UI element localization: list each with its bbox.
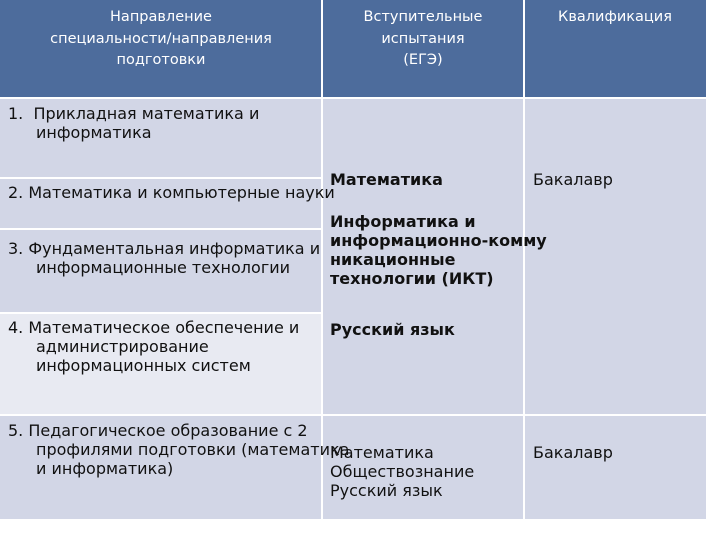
header-direction-cell [0, 0, 322, 98]
row-5-line: профилями подготовки (математика [36, 440, 350, 459]
qualification-group2-cell [524, 415, 706, 519]
qualification-group2-text: Бакалавр [533, 443, 613, 462]
row-2-text [8, 183, 335, 202]
qualification-group1-cell [524, 98, 706, 415]
row-3-line: 3. Фундаментальная информатика и [8, 239, 321, 258]
exam-ict-line: информационно-комму [330, 231, 547, 250]
row-5-line: и информатика) [36, 459, 174, 478]
row-2-line: 2. Математика и компьютерные науки [8, 183, 335, 202]
grid-line [0, 312, 322, 314]
row-4-line: информационных систем [36, 356, 251, 375]
qualification-group1-text: Бакалавр [533, 170, 613, 189]
row-5-text [8, 421, 349, 478]
header-direction-text [50, 7, 272, 72]
grid-line [0, 177, 322, 179]
row-4-text [8, 318, 299, 375]
exams-group2-text [330, 443, 474, 500]
row-3-text [8, 239, 320, 277]
exam-ict-line: Информатика и [330, 212, 476, 231]
header-exams-cell [322, 0, 524, 98]
header-exams-line: Вступительные [363, 9, 483, 25]
exam-ict-text [330, 212, 547, 288]
header-qualification-cell [524, 0, 706, 98]
header-direction-line: специальности/направления [50, 30, 272, 47]
grid-line [0, 228, 322, 230]
row-1-line: 1. Прикладная математика и [8, 104, 260, 123]
header-qualification-text: Квалификация [558, 9, 672, 25]
row-5-line: 5. Педагогическое образование с 2 [8, 421, 308, 440]
row-1-text [8, 104, 259, 142]
exam-group2-line: Русский язык [330, 481, 443, 500]
row-4-line: 4. Математическое обеспечение и [8, 318, 300, 337]
exam-group2-line: Обществознание [330, 462, 475, 481]
exam-russian-text: Русский язык [330, 320, 455, 339]
header-exams-line: (ЕГЭ) [403, 52, 443, 68]
exam-math-text: Математика [330, 170, 443, 189]
header-exams-text [364, 7, 483, 72]
grid-line [0, 414, 706, 416]
grid-line [0, 97, 706, 99]
row-1-line: информатика [36, 123, 152, 142]
exam-ict-line: никационные [330, 250, 456, 269]
exam-ict-line: технологии (ИКТ) [330, 269, 494, 288]
header-direction-line: Направление [110, 9, 212, 25]
header-direction-line: подготовки [116, 52, 206, 68]
row-3-line: информационные технологии [36, 258, 291, 277]
exam-group2-line: Математика [330, 443, 434, 462]
row-4-line: администрирование [36, 337, 209, 356]
header-exams-line: испытания [381, 30, 465, 47]
